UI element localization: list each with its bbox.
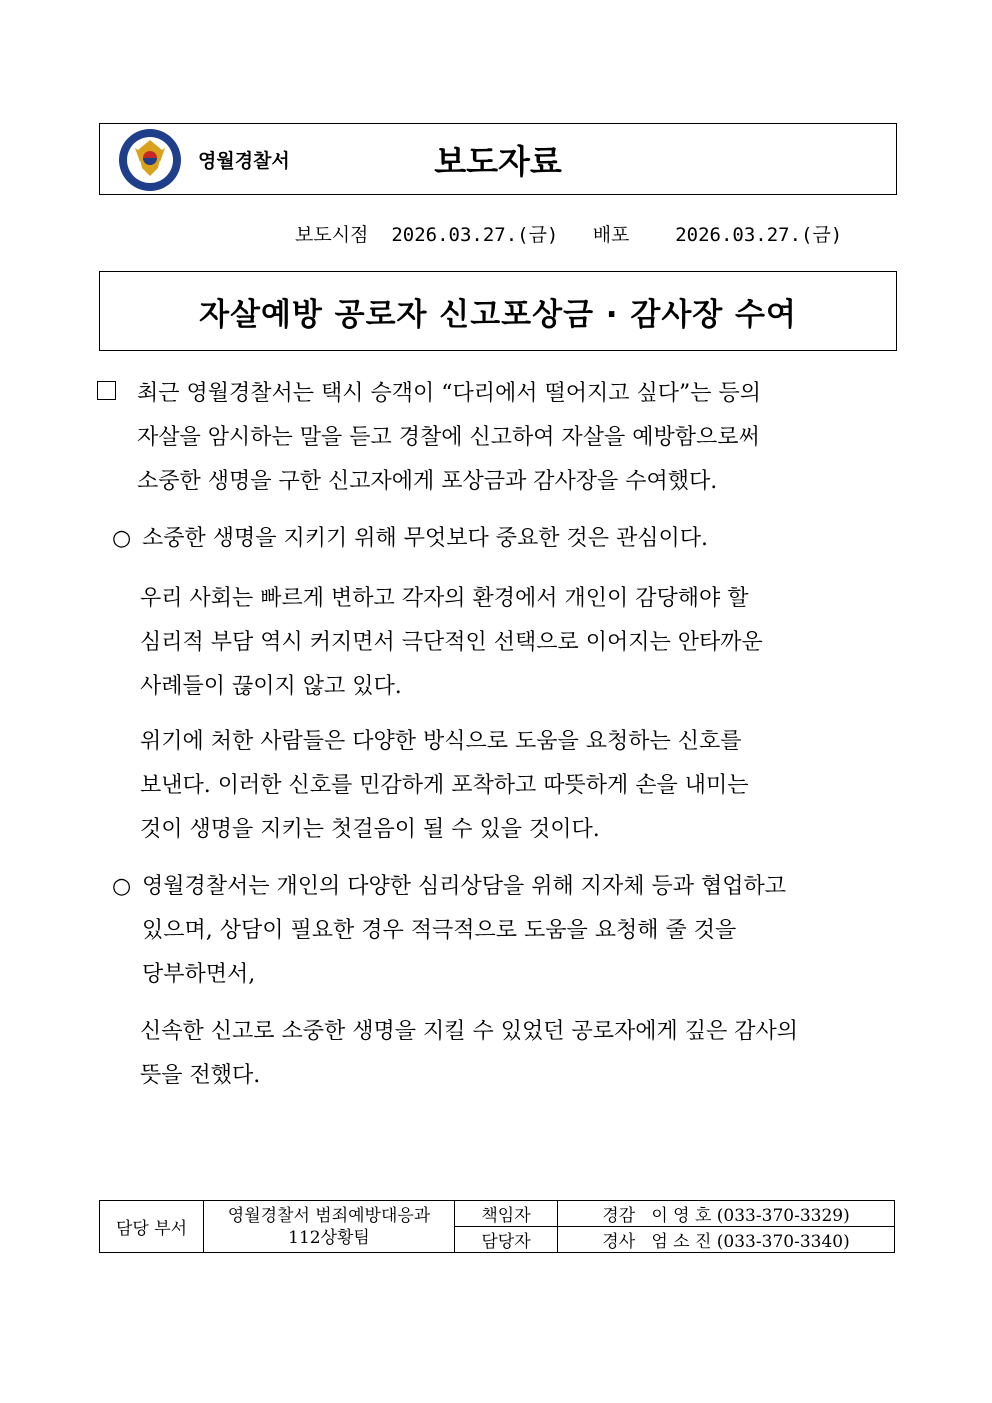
doc-type-title: 보도자료 [434,142,562,181]
paragraph-line: 사례들이 끊이지 않고 있다. [140,674,402,699]
dateline [295,220,842,247]
point-1: 소중한 생명을 지키기 위해 무엇보다 중요한 것은 관심이다. [142,526,708,551]
paragraph-line: 우리 사회는 빠르게 변하고 각자의 환경에서 개인이 감당해야 할 [140,586,749,611]
headline-box [99,271,897,351]
dept-line: 영월경찰서 범죄예방대응과 [227,1205,431,1226]
dept-label: 담당 부서 [100,1201,204,1253]
paragraph-line: 심리적 부담 역시 커지면서 극단적인 선택으로 이어지는 안타까운 [140,630,763,655]
circle-bullet-icon: ○ [112,874,132,899]
paragraph-line: 뜻을 전했다. [140,1063,261,1088]
point-1-paragraph-1 [140,577,897,709]
dept-line: 112상황팀 [288,1227,370,1248]
point-2 [142,865,897,997]
lead-paragraph [137,372,897,504]
contact-table [99,1200,895,1253]
lead-line: 자살을 암시하는 말을 듣고 경찰에 신고하여 자살을 예방함으로써 [137,425,760,450]
paragraph-line: 것이 생명을 지키는 첫걸음이 될 수 있을 것이다. [140,817,600,842]
headline: 자살예방 공로자 신고포상금 · 감사장 수여 [199,296,797,333]
contact-label: 담당자 [455,1227,558,1253]
square-bullet-icon [97,372,116,416]
paragraph-line: 위기에 처한 사람들은 다양한 방식으로 도움을 요청하는 신호를 [140,729,742,754]
dept-name [204,1201,455,1253]
distribution-label: 배포 [592,224,630,246]
release-label: 보도시점 [295,224,369,246]
paragraph-line: 영월경찰서는 개인의 다양한 심리상담을 위해 지자체 등과 협업하고 [142,874,787,899]
point-2-paragraph-1 [140,1010,897,1098]
release-date: 2026.03.27.(금) [391,224,559,246]
paragraph-line: 신속한 신고로 소중한 생명을 지킬 수 있었던 공로자에게 깊은 감사의 [140,1019,798,1044]
paragraph-line: 있으며, 상담이 필요한 경우 적극적으로 도움을 요청해 줄 것을 [142,918,737,943]
point-1-paragraph-2 [140,720,897,852]
paragraph-line: 당부하면서, [142,962,256,987]
lead-line: 최근 영월경찰서는 택시 승객이 “다리에서 떨어지고 싶다”는 등의 [137,381,762,406]
distribution-date: 2026.03.27.(금) [675,224,843,246]
contact-person: 경사 엄 소 진 (033-370-3340) [558,1227,895,1253]
header-box [99,123,897,195]
responsible-label: 책임자 [455,1201,558,1227]
lead-line: 소중한 생명을 구한 신고자에게 포상금과 감사장을 수여했다. [137,469,718,494]
responsible-person: 경감 이 영 호 (033-370-3329) [558,1201,895,1227]
paragraph-line: 보낸다. 이러한 신호를 민감하게 포착하고 따뜻하게 손을 내미는 [140,773,749,798]
circle-bullet-icon: ○ [112,526,132,551]
org-name: 영월경찰서 [198,150,290,172]
